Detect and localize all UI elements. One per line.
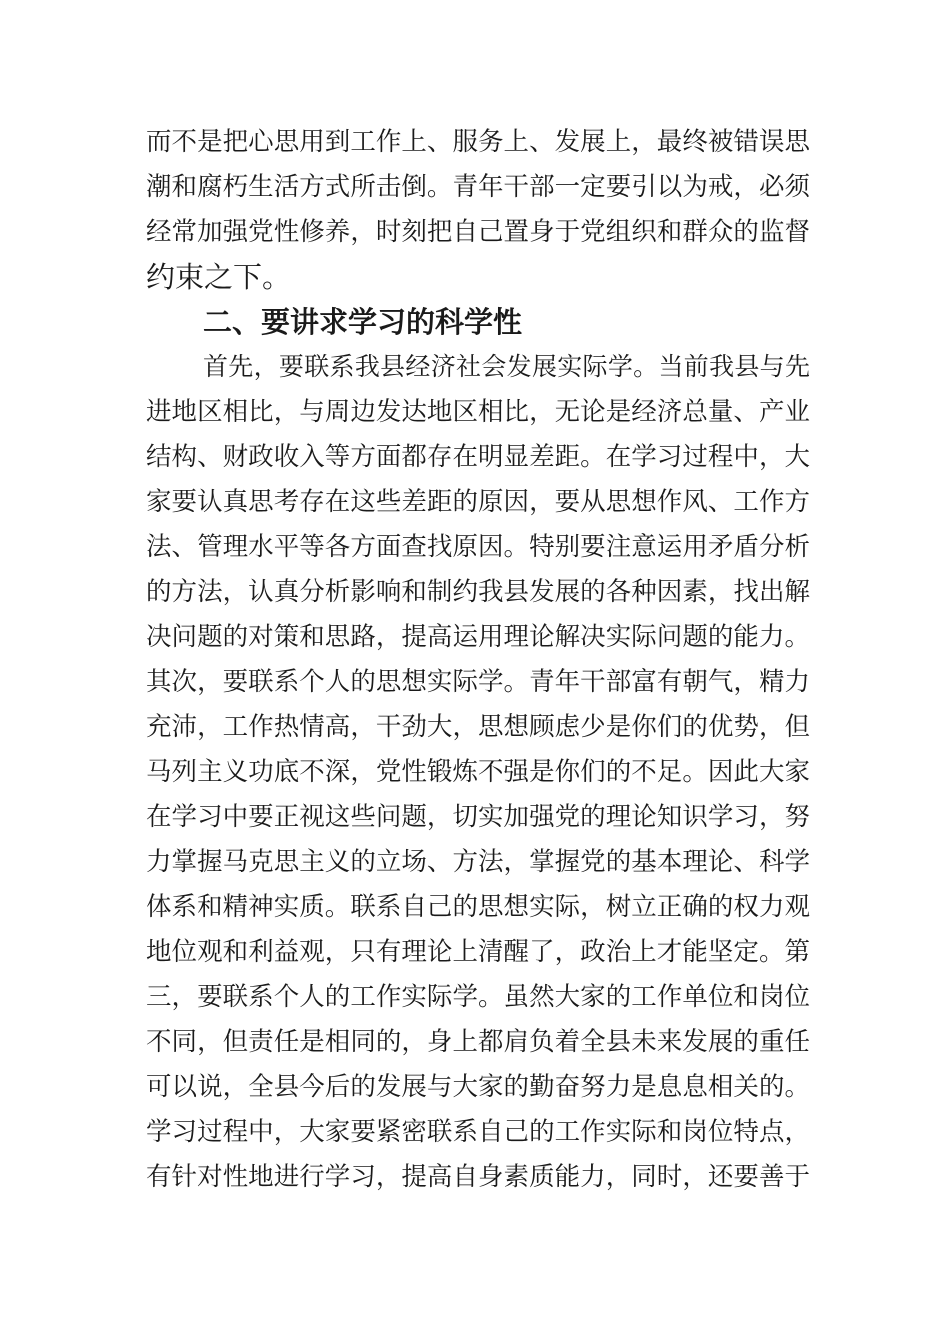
paragraph-2-line-15: 三，要联系个人的工作实际学。虽然大家的工作单位和岗位 bbox=[146, 982, 810, 1012]
paragraph-2-line-18: 学习过程中，大家要紧密联系自己的工作实际和岗位特点， bbox=[146, 1117, 810, 1147]
paragraph-2-line-17: 可以说，全县今后的发展与大家的勤奋努力是息息相关的。 bbox=[146, 1072, 810, 1102]
paragraph-2-line-2: 进地区相比，与周边发达地区相比，无论是经济总量、产业 bbox=[146, 397, 810, 427]
paragraph-2-line-1: 首先，要联系我县经济社会发展实际学。当前我县与先 bbox=[203, 352, 810, 381]
paragraph-2-line-4: 家要认真思考存在这些差距的原因，要从思想作风、工作方 bbox=[146, 487, 810, 517]
paragraph-1-line-2: 潮和腐朽生活方式所击倒。青年干部一定要引以为戒，必须 bbox=[146, 172, 810, 202]
paragraph-2-line-19: 有针对性地进行学习，提高自身素质能力，同时，还要善于 bbox=[146, 1162, 810, 1192]
paragraph-1-line-3: 经常加强党性修养，时刻把自己置身于党组织和群众的监督 bbox=[146, 217, 810, 247]
paragraph-1-line-4: 约束之下。 bbox=[146, 260, 292, 294]
section-heading: 二、要讲求学习的科学性 bbox=[203, 305, 523, 339]
paragraph-2-line-14: 地位观和利益观，只有理论上清醒了，政治上才能坚定。第 bbox=[146, 937, 810, 967]
paragraph-2-line-12: 力掌握马克思主义的立场、方法，掌握党的基本理论、科学 bbox=[146, 847, 810, 877]
paragraph-2-line-6: 的方法，认真分析影响和制约我县发展的各种因素，找出解 bbox=[146, 577, 810, 607]
paragraph-2-line-10: 马列主义功底不深，党性锻炼不强是你们的不足。因此大家 bbox=[146, 757, 810, 787]
paragraph-2-line-8: 其次，要联系个人的思想实际学。青年干部富有朝气，精力 bbox=[146, 667, 810, 697]
paragraph-2-line-5: 法、管理水平等各方面查找原因。特别要注意运用矛盾分析 bbox=[146, 532, 810, 562]
paragraph-2-line-3: 结构、财政收入等方面都存在明显差距。在学习过程中，大 bbox=[146, 442, 810, 472]
paragraph-2-line-9: 充沛，工作热情高，干劲大，思想顾虑少是你们的优势，但 bbox=[146, 712, 810, 742]
paragraph-2-line-16: 不同，但责任是相同的，身上都肩负着全县未来发展的重任 bbox=[146, 1027, 810, 1057]
paragraph-2-line-13: 体系和精神实质。联系自己的思想实际，树立正确的权力观 bbox=[146, 892, 810, 922]
paragraph-2-line-11: 在学习中要正视这些问题，切实加强党的理论知识学习，努 bbox=[146, 802, 810, 832]
paragraph-2-line-7: 决问题的对策和思路，提高运用理论解决实际问题的能力。 bbox=[146, 622, 810, 652]
paragraph-1-line-1: 而不是把心思用到工作上、服务上、发展上，最终被错误思 bbox=[146, 127, 810, 157]
